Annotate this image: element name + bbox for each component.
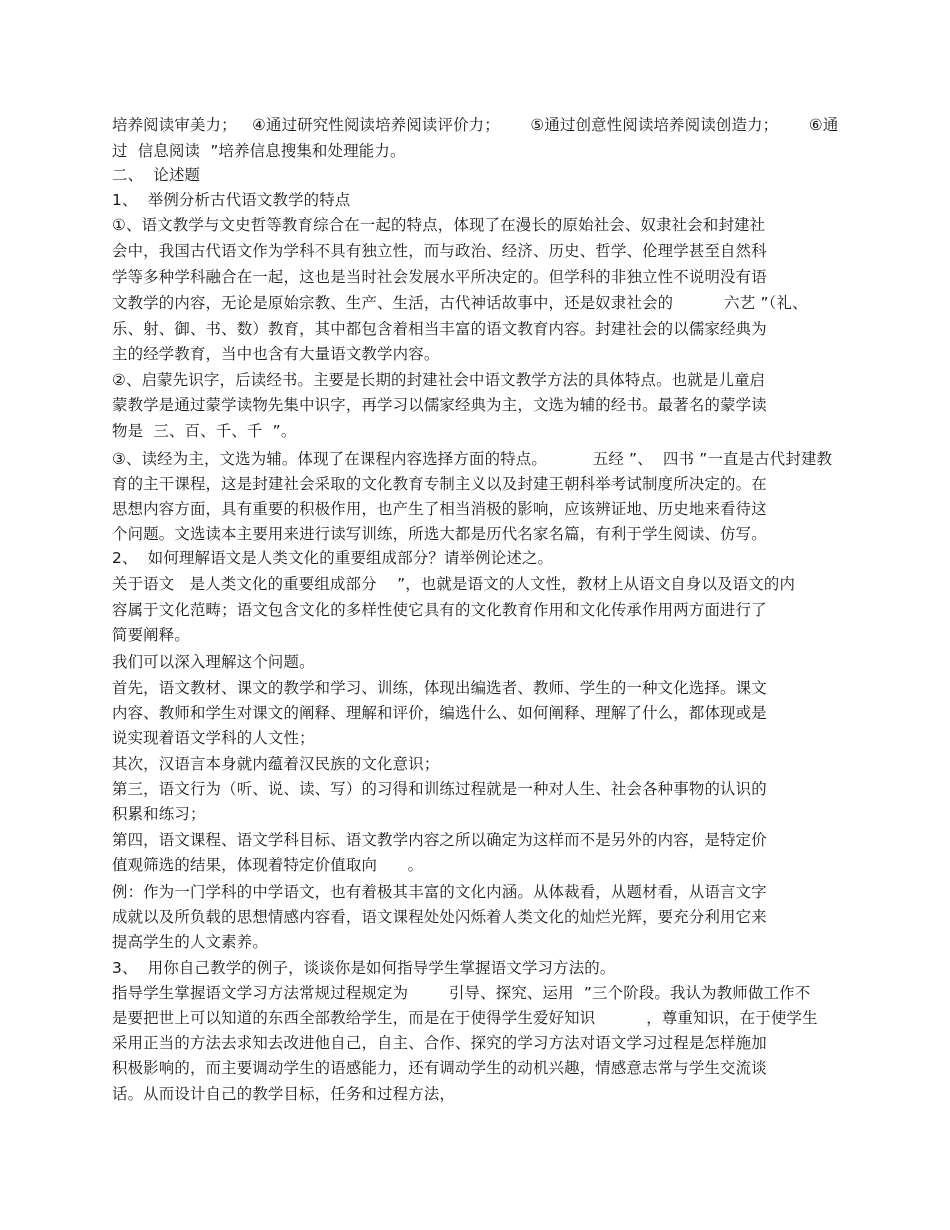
text-line: 蒙教学是通过蒙学读物先集中识字，再学习以儒家经典为主，文选为辅的经书。最著名的蒙学读 [112,396,767,414]
section-heading: 二、 论述题 [112,166,201,184]
text-line: 简要阐释。 [112,626,190,644]
question-heading: 2、 如何理解语文是人类文化的重要组成部分？请举例论述之。 [112,549,554,567]
text-line: 主的经学教育，当中也含有大量语文教学内容。 [112,345,440,363]
text-line: 指导学生掌握语文学习方法常规过程规定为 引导、探究、运用 ”三个阶段。我认为教师做工作不 [112,984,811,1002]
text-line: 我们可以深入理解这个问题。 [112,653,315,671]
text-line: 过 信息阅读 ”培养信息搜集和处理能力。 [112,142,406,160]
text-line: 第四，语文课程、语文学科目标、语文教学内容之所以确定为这样而不是另外的内容，是特定价 [112,831,767,849]
question-heading: 1、 举例分析古代语文教学的特点 [112,191,351,209]
text-line: 采用正当的方法去求知去改进他自己，自主、合作、探究的学习方法对语文学习过程是怎样施加 [112,1034,767,1052]
text-line: 第三，语文行为（听、说、读、写）的习得和训练过程就是一种对人生、社会各种事物的认识的 [112,780,767,798]
text-line: 会中，我国古代语文作为学科不具有独立性，而与政治、经济、历史、哲学、伦理学甚至自然科 [112,242,767,260]
text-line: ②、启蒙先识字，后读经书。主要是长期的封建社会中语文教学方法的具体特点。也就是儿童启 [112,371,766,389]
text-line: 容属于文化范畴；语文包含文化的多样性使它具有的文化教育作用和文化传承作用两方面进行了 [112,601,767,619]
text-line: 值观筛选的结果，体现着特定价值取向 。 [112,856,424,874]
text-line: 思想内容方面，具有重要的积极作用，也产生了相当消极的影响，应该辨证地、历史地来看待这 [112,500,767,518]
text-line: ①、语文教学与文史哲等教育综合在一起的特点，体现了在漫长的原始社会、奴隶社会和封建社 [112,216,766,234]
text-line: 学等多种学科融合在一起，这也是当时社会发展水平所决定的。但学科的非独立性不说明没有语 [112,268,767,286]
text-line: 乐、射、御、书、数）教育，其中都包含着相当丰富的语文教育内容。封建社会的以儒家经典为 [112,320,767,338]
text-line: 其次，汉语言本身就内蕴着汉民族的文化意识； [112,755,440,773]
text-line: 关于语文 是人类文化的重要组成部分 ”，也就是语文的人文性，教材上从语文自身以及语文的内 [112,575,796,593]
text-line: 积累和练习； [112,805,206,823]
text-line: 培养阅读审美力； ④通过研究性阅读培养阅读评价力； ⑤通过创意性阅读培养阅读创造力； ⑥通 [112,116,839,134]
text-line: 提高学生的人文素养。 [112,933,268,951]
text-line: 例：作为一门学科的中学语文，也有着极其丰富的文化内涵。从体裁看，从题材看，从语言文字 [112,883,767,901]
text-line: 话。从而设计自己的教学目标，任务和过程方法， [112,1085,455,1103]
text-line: 是要把世上可以知道的东西全部教给学生，而是在于使得学生爱好知识 ，尊重知识，在于使学生 [112,1009,818,1027]
question-heading: 3、 用你自己教学的例子，谈谈你是如何指导学生掌握语文学习方法的。 [112,959,616,977]
text-line: 内容、教师和学生对课文的阐释、理解和评价，编选什么、如何阐释、理解了什么，都体现或是 [112,704,767,722]
text-line: 成就以及所负载的思想情感内容看，语文课程处处闪烁着人类文化的灿烂光辉，要充分利用它来 [112,908,767,926]
text-line: 首先，语文教材、课文的教学和学习、训练，体现出编选者、教师、学生的一种文化选择。课文 [112,679,767,697]
text-line: 积极影响的，而主要调动学生的语感能力，还有调动学生的动机兴趣，情感意志常与学生交流谈 [112,1059,767,1077]
text-line: 文教学的内容，无论是原始宗教、生产、生活，古代神话故事中，还是奴隶社会的 六艺 ”（礼、 [112,294,808,312]
text-line: 个问题。文选读本主要用来进行读写训练，所选大都是历代名家名篇，有利于学生阅读、仿写。 [112,525,767,543]
text-line: ③、读经为主，文选为辅。体现了在课程内容选择方面的特点。 五经 ”、 四书 ”一直是古代封建教 [112,450,833,468]
text-line: 物是 三、百、千、千 ”。 [112,422,297,440]
text-line: 育的主干课程，这是封建社会采取的文化教育专制主义以及封建王朝科举考试制度所决定的。在 [112,475,767,493]
text-line: 说实现着语文学科的人文性； [112,729,315,747]
